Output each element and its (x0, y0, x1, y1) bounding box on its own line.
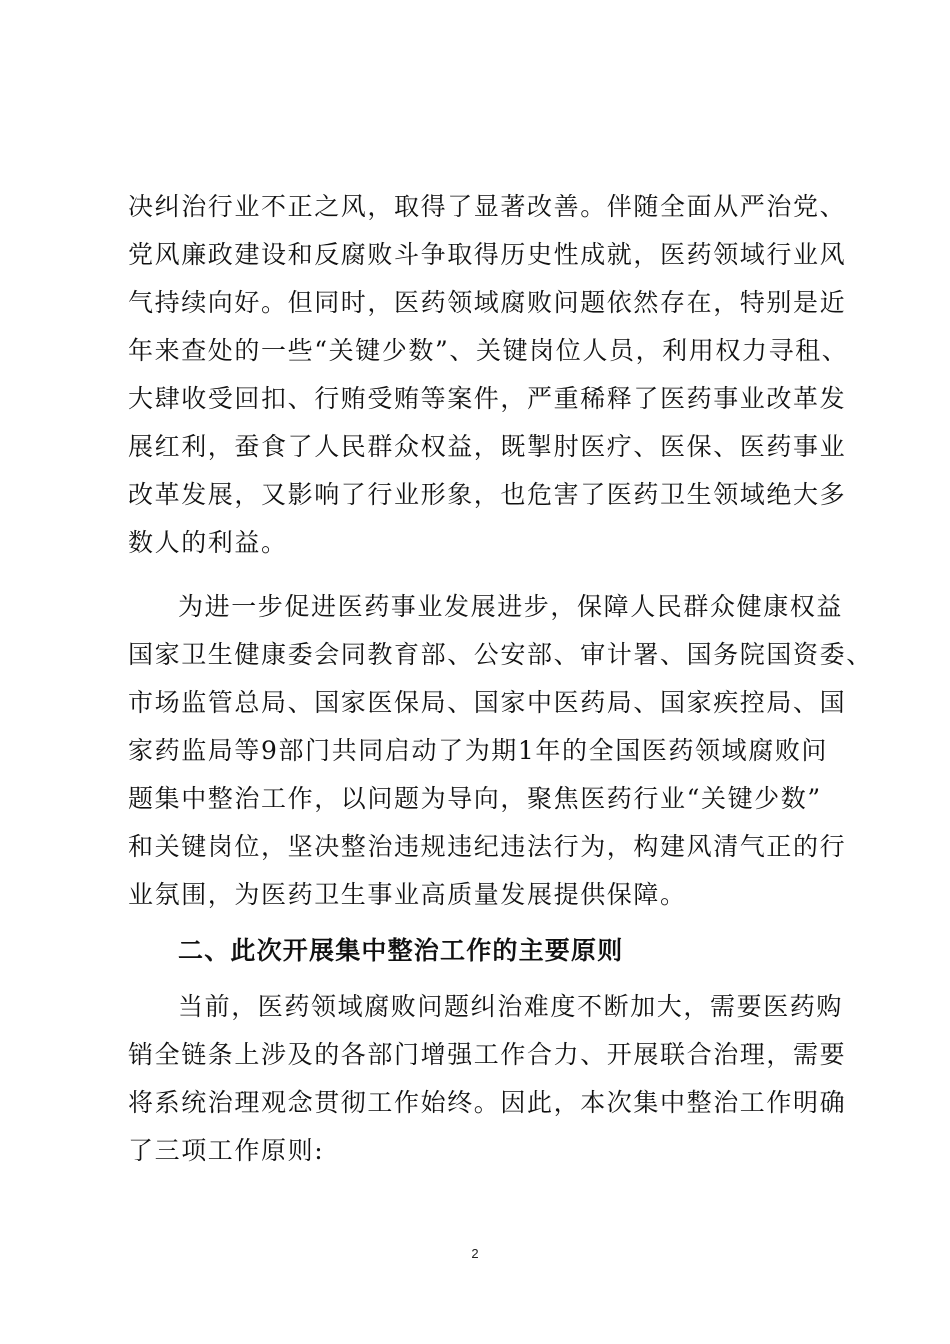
paragraph-1-line-7: 改革发展，又影响了行业形象，也危害了医药卫生领域绝大多 (128, 480, 847, 509)
paragraph-2-line-4: 家药监局等9部门共同启动了为期1年的全国医药领域腐败问 (128, 736, 829, 765)
paragraph-1-line-8: 数人的利益。 (128, 528, 288, 557)
paragraph-3-line-2: 销全链条上涉及的各部门增强工作合力、开展联合治理，需要 (128, 1040, 847, 1069)
paragraph-2-line-5: 题集中整治工作，以问题为导向，聚焦医药行业“关键少数” (128, 784, 822, 813)
page-number: 2 (471, 1246, 479, 1261)
paragraph-3-line-1: 当前，医药领域腐败问题纠治难度不断加大，需要医药购 (178, 992, 844, 1021)
paragraph-2-line-6: 和关键岗位，坚决整治违规违纪违法行为，构建风清气正的行 (128, 832, 847, 861)
paragraph-1-line-6: 展红利，蚕食了人民群众权益，既掣肘医疗、医保、医药事业 (128, 432, 847, 461)
paragraph-2-line-1: 为进一步促进医药事业发展进步，保障人民群众健康权益 (178, 592, 844, 621)
paragraph-2-line-2: 国家卫生健康委会同教育部、公安部、审计署、国务院国资委、 (128, 640, 873, 669)
paragraph-1-line-3: 气持续向好。但同时，医药领域腐败问题依然存在，特别是近 (128, 288, 847, 317)
paragraph-2-line-7: 业氛围，为医药卫生事业高质量发展提供保障。 (128, 880, 687, 909)
paragraph-3-line-4: 了三项工作原则: (128, 1136, 325, 1165)
paragraph-1-line-5: 大肆收受回扣、行贿受贿等案件，严重稀释了医药事业改革发 (128, 384, 847, 413)
section-heading: 二、此次开展集中整治工作的主要原则 (178, 936, 624, 965)
paragraph-2-line-3: 市场监管总局、国家医保局、国家中医药局、国家疾控局、国 (128, 688, 847, 717)
paragraph-1-line-4: 年来查处的一些“关键少数”、关键岗位人员，利用权力寻租、 (128, 336, 849, 365)
paragraph-3-line-3: 将系统治理观念贯彻工作始终。因此，本次集中整治工作明确 (128, 1088, 847, 1117)
paragraph-1-line-2: 党风廉政建设和反腐败斗争取得历史性成就，医药领域行业风 (128, 240, 847, 269)
paragraph-1-line-1: 决纠治行业不正之风，取得了显著改善。伴随全面从严治党、 (128, 192, 847, 221)
